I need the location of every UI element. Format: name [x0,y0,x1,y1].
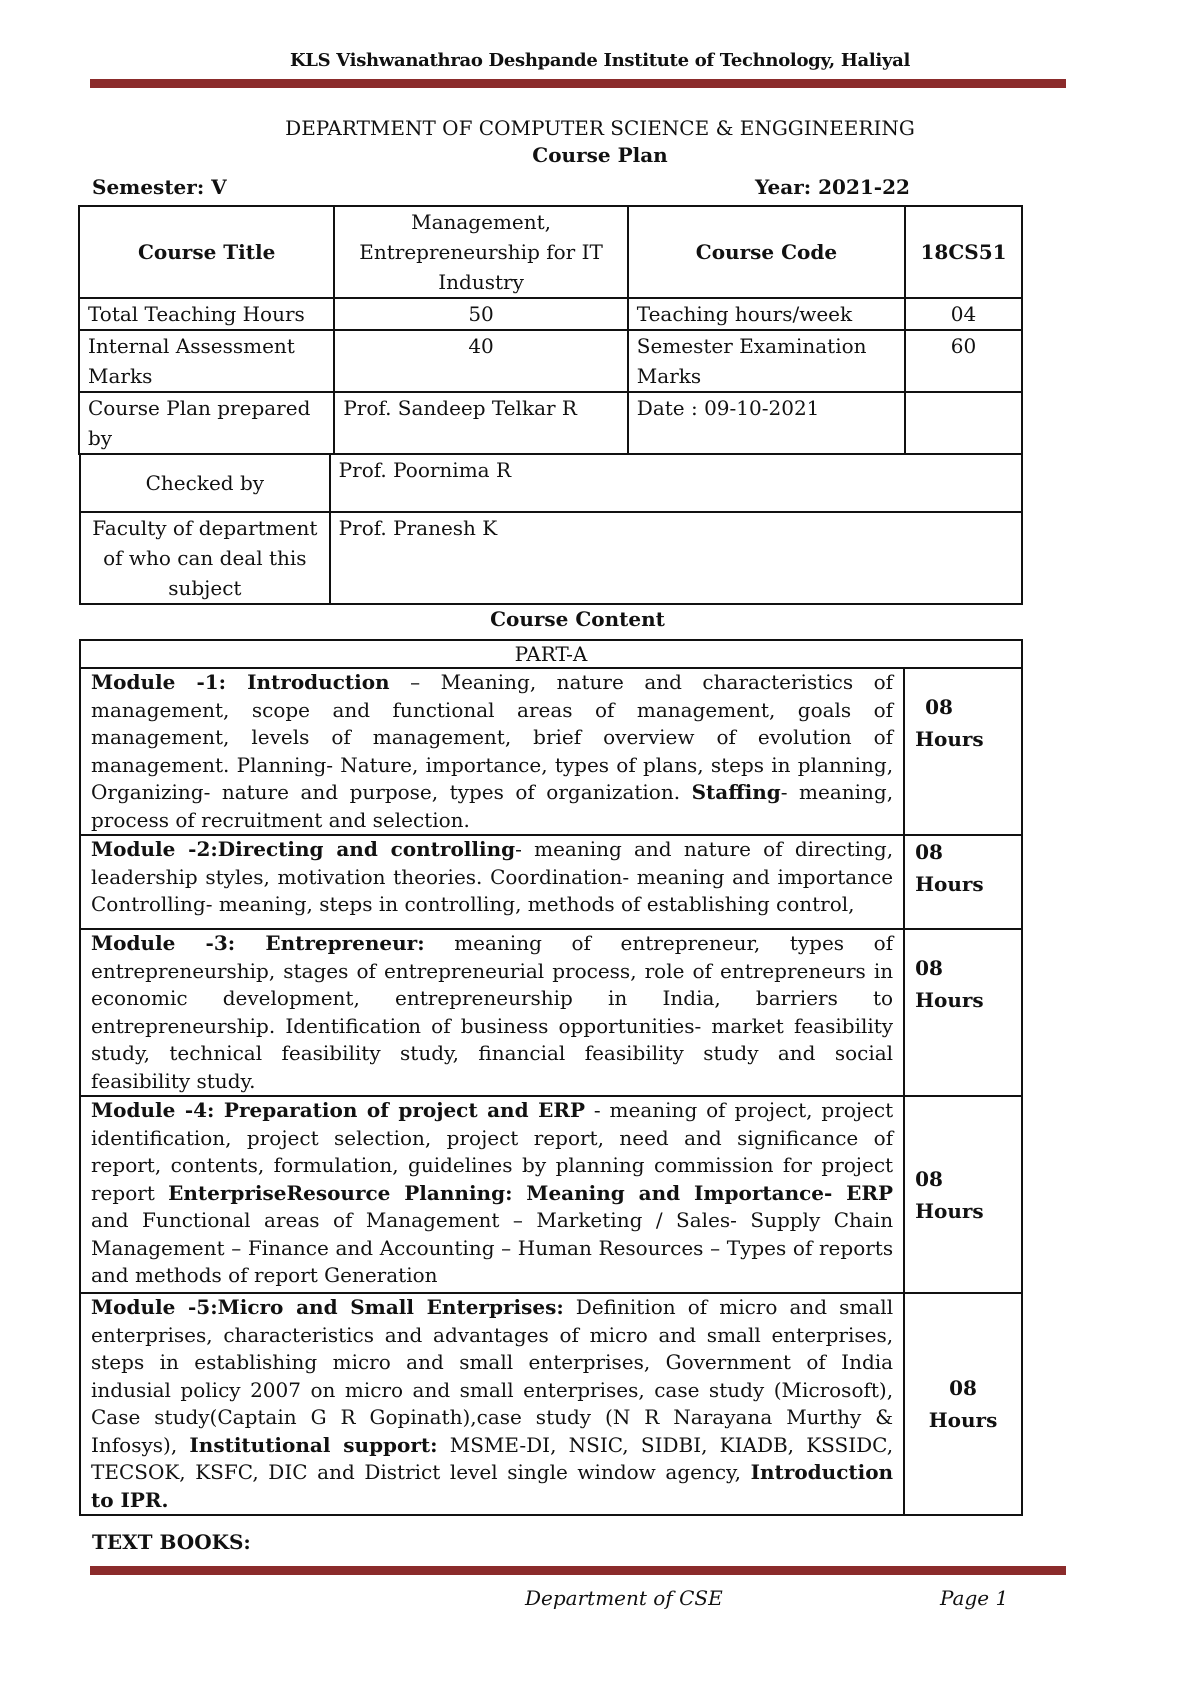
module-5-text [80,1293,904,1515]
module-5-hours-num: 08 [949,1376,977,1400]
module-3-hours-num: 08 [915,956,943,980]
table-row [80,1096,1022,1293]
module-5-title: Module -5:Micro and Small Enterprises: [91,1295,564,1319]
module-3-title: Module -3: Entrepreneur: [91,931,425,955]
module-5-body: Definition of micro and small enterprises, characteristics and advantages of micro and small enterprises, steps in establishing micro and small enterprises, Government of India indusial policy 2007 on micro and small enterprises, case study (Microsoft), Case study(Captain G R Gopinath),case study (N R Narayana Murthy & Infosys), [91,1295,894,1457]
ia-value: 40 [334,330,627,392]
module-3-body: meaning of entrepreneur, types of entrepreneurship, stages of entrepreneurial process, role of entrepreneurs in economic development, entrepreneurship in India, barriers to entrepreneurship. Identification of business opportunities- market feasibility study, technical feasibility study, financial feasibility study and social feasibility study. [91,931,894,1093]
module-5-institutional: Institutional support: [189,1432,438,1457]
text-books-heading: TEXT BOOKS: [92,1530,251,1554]
see-value: 60 [905,330,1022,392]
module-4-body-end: and Functional areas of Management – Marketing / Sales- Supply Chain Management – Finance and Accounting – Human Resources – Types of reports and methods of report Generation [91,1208,894,1287]
course-title-row [79,206,1022,298]
module-2-title: Module -2:Directing and controlling [91,837,516,861]
course-content-table [79,639,1023,1516]
module-1-text [80,668,904,835]
module-5-ipr: Introduction to IPR. [91,1460,894,1512]
checked-value: Prof. Poornima R [330,454,1022,512]
module-5-hours-label: Hours [928,1408,998,1432]
module-1-body: – Meaning, nature and characteristics of management, scope and functional areas of management, goals of management, levels of management, brief overview of evolution of management. Planning- Nature, importance, types of plans, steps in planning, Organizing- nature and purpose, types of organization. [91,670,894,804]
hours-week-label: Teaching hours/week [628,298,905,330]
date-value: Date : 09-10-2021 [628,392,905,454]
footer-rule [90,1566,1066,1575]
table-row [80,929,1022,1096]
module-1-staffing: Staffing [691,780,781,804]
checked-row [80,454,1022,512]
see-label: Semester Examination Marks [628,330,905,392]
review-table [79,453,1023,605]
module-3-hours [904,929,1022,1096]
institute-name: KLS Vishwanathrao Deshpande Institute of Technology, Haliyal [289,50,911,71]
footer-department: Department of CSE [525,1586,723,1610]
course-title-label: Course Title [79,206,334,298]
module-2-hours [904,835,1022,929]
page-number: Page 1 [940,1586,1009,1610]
course-title-value: Management, Entrepreneurship for IT Industry [334,206,627,298]
checked-label: Checked by [80,454,330,512]
module-5-hours [904,1293,1022,1515]
page-title: Course Plan [532,143,668,167]
module-2-text [80,835,904,929]
module-1-hours [904,668,1022,835]
module-2-body: - meaning and nature of directing, leadership styles, motivation theories. Coordination- meaning and importance Controlling- meaning, steps in controlling, methods of establishing control, [91,837,894,916]
marks-row [79,330,1022,392]
total-hours-value: 50 [334,298,627,330]
module-4-erp: EnterpriseResource Planning: Meaning and Importance- ERP [168,1180,894,1205]
module-4-hours-num: 08 [915,1166,943,1191]
table-row [80,668,1022,835]
module-4-text [80,1096,904,1293]
module-3-text [80,929,904,1096]
faculty-value: Prof. Pranesh K [330,512,1022,604]
course-code-value: 18CS51 [905,206,1022,298]
total-hours-label: Total Teaching Hours [79,298,334,330]
module-5-body-mid: MSME-DI, NSIC, SIDBI, KIADB, KSSIDC, TECSOK, KSFC, DIC and District level single window agency, [91,1432,894,1484]
year-label: Year: 2021-22 [755,175,910,199]
semester-label: Semester: V [92,175,227,199]
module-1-title: Module -1: Introduction [91,670,390,694]
module-1-hours-num: 08 [925,695,953,719]
hours-week-value: 04 [905,298,1022,330]
module-4-hours-label: Hours [915,1198,984,1223]
department-title: DEPARTMENT OF COMPUTER SCIENCE & ENGGINEERING [285,116,915,140]
module-4-title: Module -4: Preparation of project and ERP [91,1098,585,1122]
module-4-hours [904,1096,1022,1293]
prepared-label: Course Plan prepared by [79,392,334,454]
faculty-row [80,512,1022,604]
module-2-hours-label: Hours [915,872,984,896]
faculty-label: Faculty of department of who can deal this subject [80,512,330,604]
header-rule [90,79,1066,88]
part-label: PART-A [80,640,1022,668]
course-code-label: Course Code [628,206,905,298]
module-1-hours-label: Hours [915,727,984,751]
module-2-hours-num: 08 [915,840,943,864]
table-row [80,835,1022,929]
prepared-row [79,392,1022,454]
hours-row [79,298,1022,330]
course-content-heading: Course Content [490,607,665,631]
part-row [80,640,1022,668]
module-3-hours-label: Hours [915,988,984,1012]
module-4-body: - meaning of project, project identification, project selection, project report, need and significance of report, contents, formulation, guidelines by planning commission for project report [91,1098,894,1205]
table-row [80,1293,1022,1515]
course-info-table [78,205,1023,455]
ia-label: Internal Assessment Marks [79,330,334,392]
prepared-value: Prof. Sandeep Telkar R [334,392,627,454]
module-1-body-end: - meaning, process of recruitment and selection. [91,780,894,832]
empty-cell [905,392,1022,454]
